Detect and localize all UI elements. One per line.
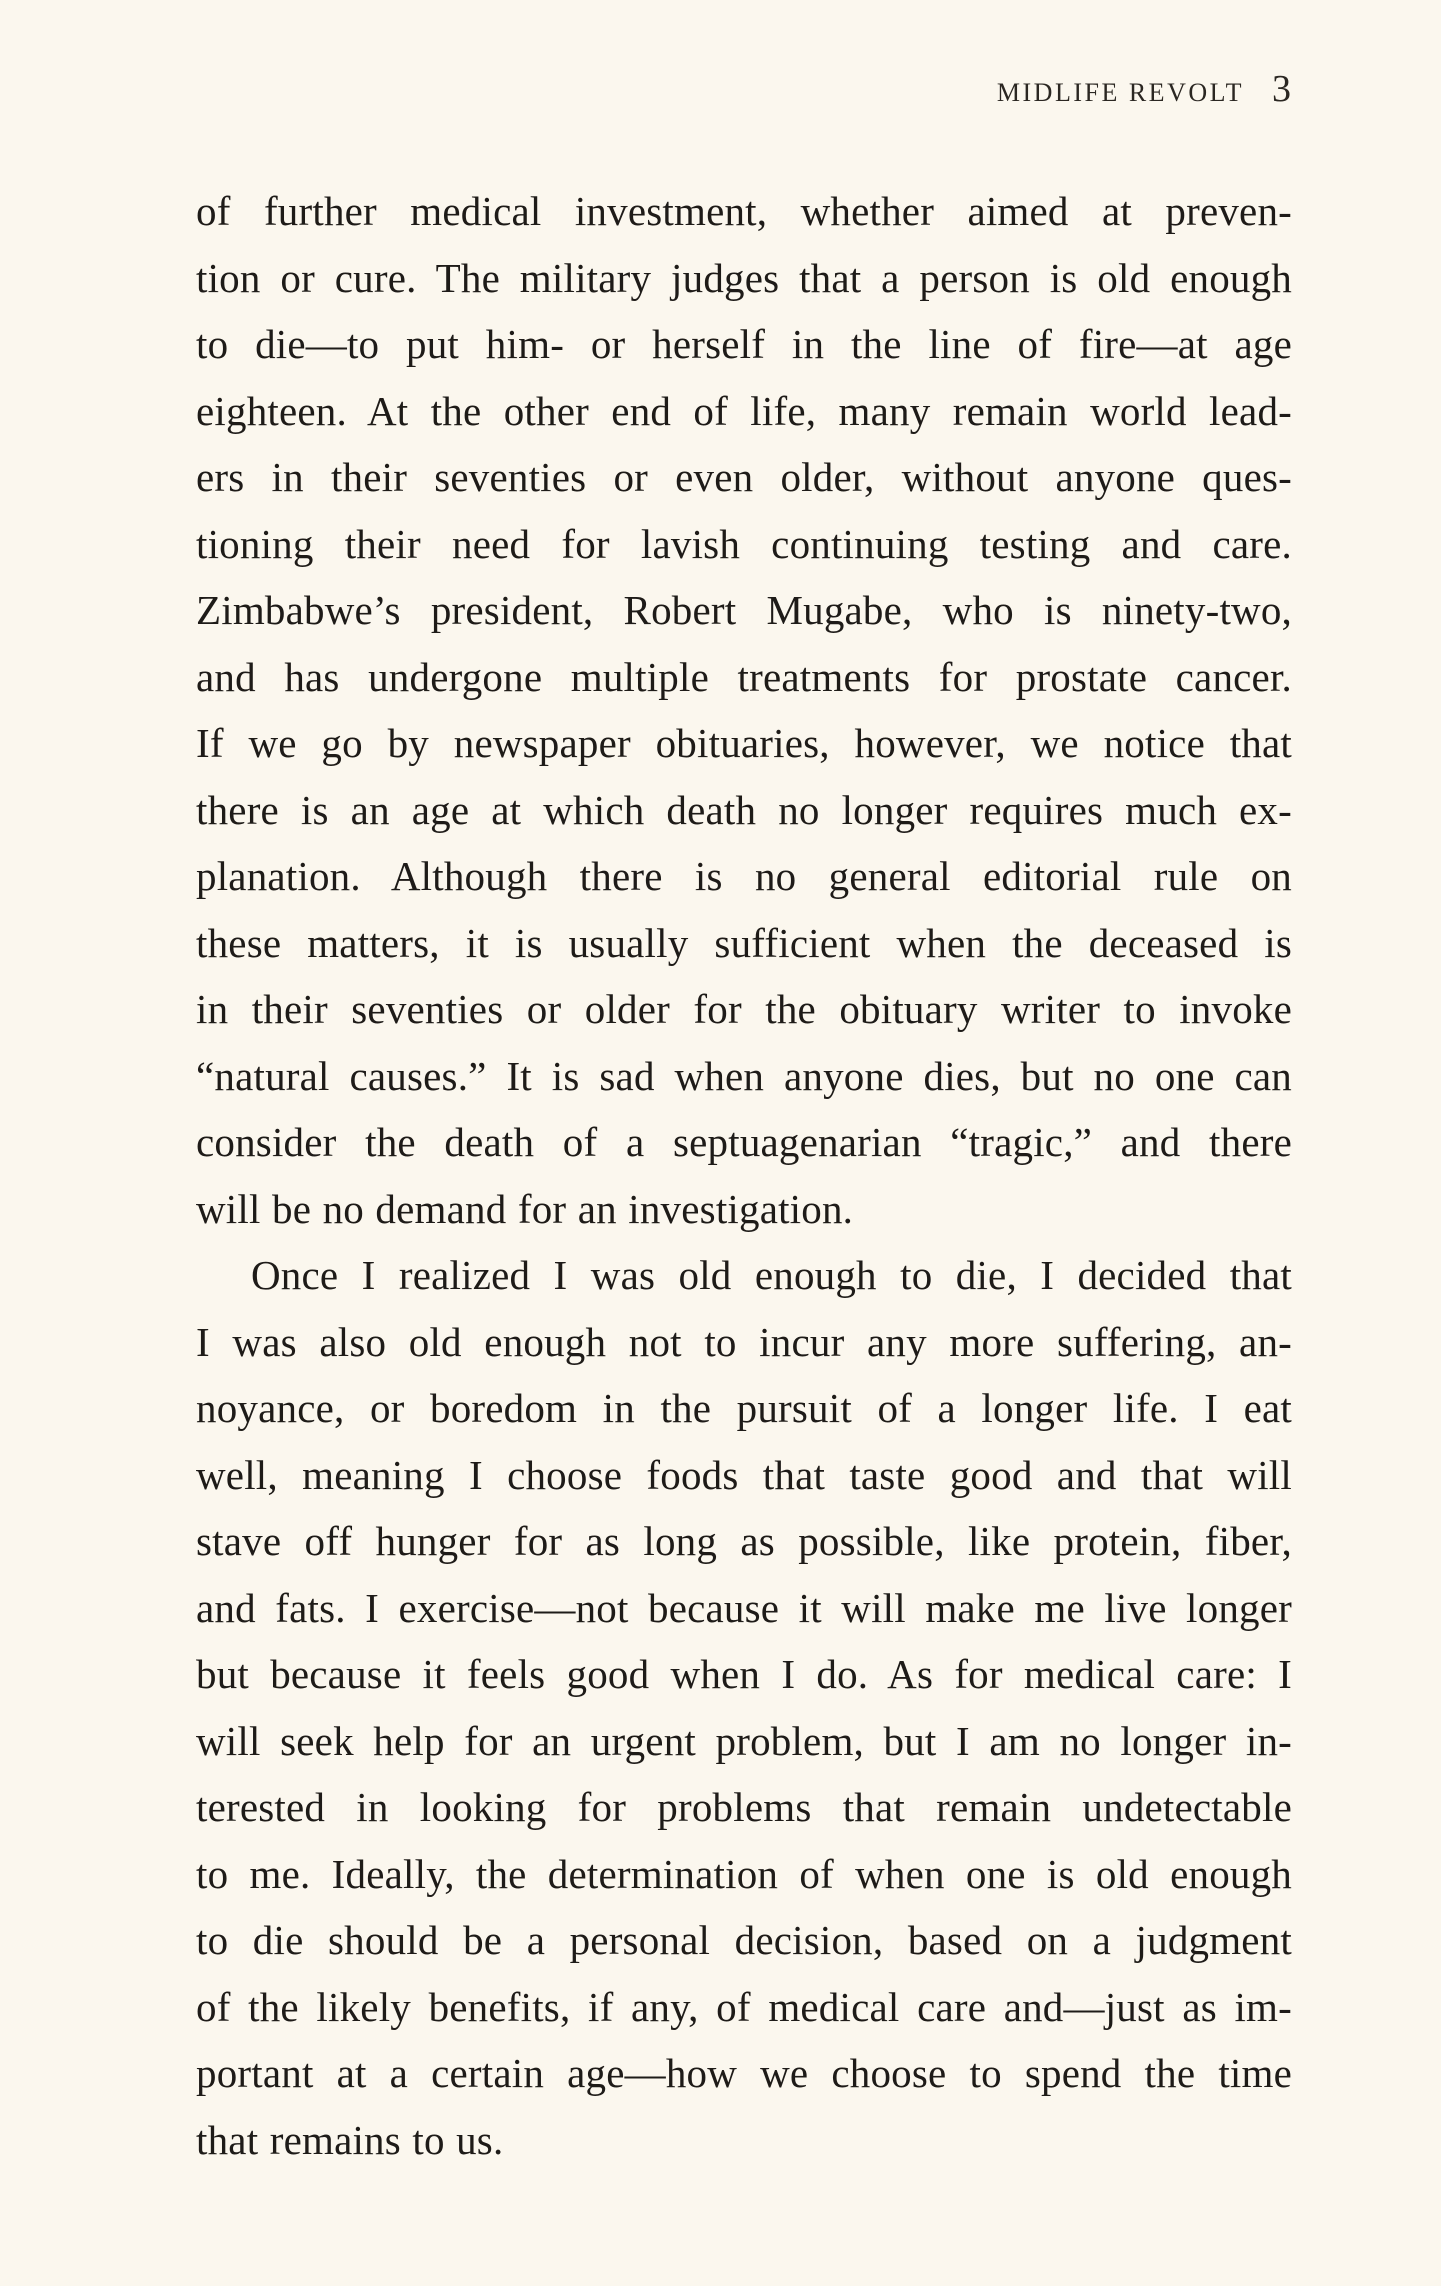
text-line: in their seventies or older for the obituary writer to invoke <box>196 986 1292 1032</box>
text-line: of further medical investment, whether aimed at preven- <box>196 188 1292 234</box>
text-line: that remains to us. <box>196 2116 504 2163</box>
body-text <box>196 178 1292 2173</box>
text-line: and has undergone multiple treatments for prostate cancer. <box>196 653 1292 700</box>
text-line: of the likely benefits, if any, of medical care and—just as im- <box>196 1983 1292 2030</box>
text-line: consider the death of a septuagenarian “tragic,” and there <box>196 1119 1292 1165</box>
text-line: well, meaning I choose foods that taste good and that will <box>196 1451 1292 1498</box>
text-line: Zimbabwe’s president, Robert Mugabe, who is ninety-two, <box>196 587 1292 633</box>
text-line: will seek help for an urgent problem, but I am no longer in- <box>196 1717 1292 1764</box>
text-line: eighteen. At the other end of life, many remain world lead- <box>196 387 1292 434</box>
paragraph-2 <box>196 1242 1292 2173</box>
text-line: and fats. I exercise—not because it will make me live longer <box>196 1584 1292 1631</box>
text-line: If we go by newspaper obituaries, however, we notice that <box>196 720 1292 766</box>
text-line: to die—to put him- or herself in the line of fire—at age <box>196 321 1292 367</box>
text-line: stave off hunger for as long as possible, like protein, fiber, <box>196 1518 1292 1564</box>
text-line: I was also old enough not to incur any more suffering, an- <box>196 1318 1292 1365</box>
text-line: but because it feels good when I do. As for medical care: I <box>196 1651 1292 1697</box>
text-line: portant at a certain age—how we choose to spend the time <box>196 2050 1292 2096</box>
paragraph-1 <box>196 178 1292 1242</box>
text-line: tion or cure. The military judges that a person is old enough <box>196 254 1292 301</box>
text-line: tioning their need for lavish continuing testing and care. <box>196 520 1292 567</box>
running-head: MIDLIFE REVOLT <box>996 78 1244 107</box>
page-number: 3 <box>1272 68 1291 110</box>
text-line: Once I realized I was old enough to die, I decided that <box>251 1252 1292 1298</box>
text-line: “natural causes.” It is sad when anyone dies, but no one can <box>196 1052 1292 1099</box>
text-line: planation. Although there is no general editorial rule on <box>196 853 1292 899</box>
text-line: to die should be a personal decision, based on a judgment <box>196 1917 1292 1963</box>
text-line: ers in their seventies or even older, without anyone ques- <box>196 454 1292 500</box>
text-line: will be no demand for an investigation. <box>196 1185 854 1232</box>
text-line: to me. Ideally, the determination of when one is old enough <box>196 1850 1292 1897</box>
text-line: noyance, or boredom in the pursuit of a longer life. I eat <box>196 1385 1292 1431</box>
page-header <box>997 70 1291 108</box>
text-line: there is an age at which death no longer requires much ex- <box>196 786 1292 833</box>
text-line: terested in looking for problems that remain undetectable <box>196 1784 1292 1830</box>
text-line: these matters, it is usually sufficient when the deceased is <box>196 919 1292 966</box>
